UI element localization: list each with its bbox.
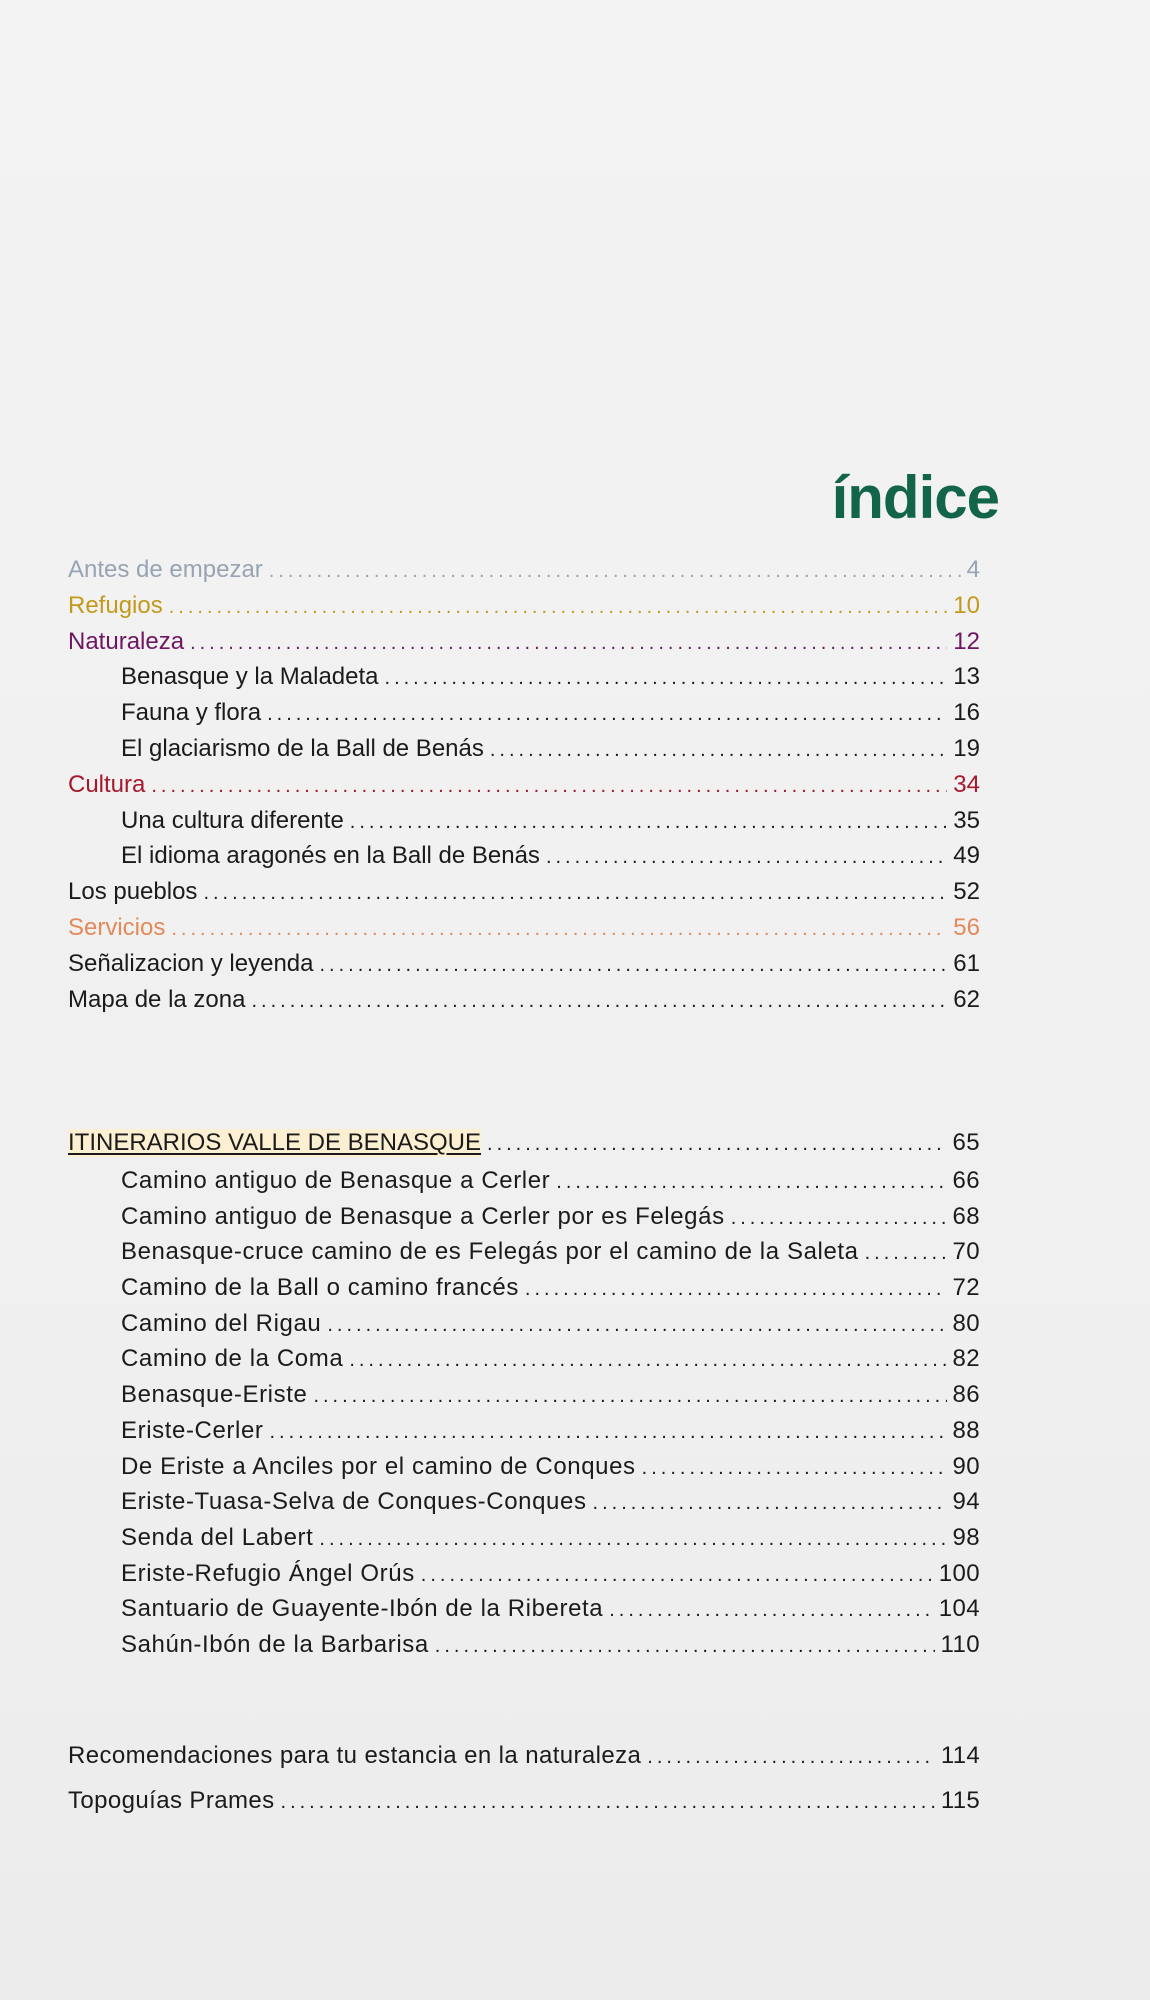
leader-dots xyxy=(865,1242,947,1265)
toc-entry-page: 66 xyxy=(952,1167,980,1194)
toc-entry-page: 82 xyxy=(952,1345,980,1373)
leader-dots xyxy=(169,596,948,619)
toc-entry-label: Benasque y la Maladeta xyxy=(121,663,379,691)
toc-entry-label: Refugios xyxy=(68,591,163,619)
toc-entry-page: 98 xyxy=(952,1523,980,1551)
leader-dots xyxy=(642,1457,947,1480)
toc-itinerario[interactable] xyxy=(68,1203,980,1239)
toc-entry-label: Camino antiguo de Benasque a Cerler xyxy=(121,1167,551,1194)
leader-dots xyxy=(350,811,948,834)
toc-entry-label: Camino antiguo de Benasque a Cerler por es Felegás xyxy=(121,1202,725,1230)
toc-entry-label: Eriste-Cerler xyxy=(121,1416,264,1444)
toc-entry-page: 68 xyxy=(952,1202,980,1230)
toc-itinerarios-heading[interactable] xyxy=(68,1129,980,1167)
toc-itinerario[interactable] xyxy=(68,1453,980,1489)
toc-entry-page: 70 xyxy=(952,1238,980,1266)
leader-dots xyxy=(487,1133,946,1156)
toc-entry-page: 34 xyxy=(953,770,980,798)
toc-itinerario[interactable] xyxy=(68,1595,980,1631)
toc-entry-label: Los pueblos xyxy=(68,878,198,906)
leader-dots xyxy=(385,667,948,690)
toc-itinerario[interactable] xyxy=(68,1274,980,1310)
leader-dots xyxy=(151,775,947,798)
toc-entry-page: 52 xyxy=(953,878,980,906)
toc-entry-label: Señalizacion y leyenda xyxy=(68,949,314,977)
leader-dots xyxy=(203,882,947,905)
toc-entry-label: Cultura xyxy=(68,770,146,798)
toc-entry-label: Sahún-Ibón de la Barbarisa xyxy=(121,1630,429,1658)
toc-entry-page: 35 xyxy=(953,806,980,834)
leader-dots xyxy=(647,1746,935,1769)
toc-entry-label: Benasque-cruce camino de es Felegás por el camino de la Saleta xyxy=(121,1238,859,1266)
toc-itinerario[interactable] xyxy=(68,1238,980,1274)
toc-entry-page: 72 xyxy=(952,1274,980,1302)
toc-entry-page: 100 xyxy=(938,1559,980,1587)
leader-dots xyxy=(435,1635,935,1658)
page-title: índice xyxy=(831,464,999,531)
leader-dots xyxy=(281,1791,935,1814)
toc-entry-los-pueblos[interactable] xyxy=(68,878,980,914)
toc-entry-label: De Eriste a Anciles por el camino de Conques xyxy=(121,1452,636,1480)
toc-entry-page: 80 xyxy=(952,1309,980,1337)
toc-entry-cultura-diferente[interactable] xyxy=(68,807,980,843)
leader-dots xyxy=(269,560,961,583)
toc-sections xyxy=(68,556,980,1021)
toc-entry-antes-de-empezar[interactable] xyxy=(68,556,980,592)
toc-entry-page: 19 xyxy=(953,734,980,762)
leader-dots xyxy=(556,1171,946,1194)
leader-dots xyxy=(593,1492,947,1515)
toc-itinerario[interactable] xyxy=(68,1381,980,1417)
leader-dots xyxy=(609,1599,933,1622)
toc-entry-page: 114 xyxy=(940,1742,980,1769)
leader-dots xyxy=(313,1385,946,1408)
toc-entry-page: 94 xyxy=(952,1488,980,1516)
toc-entry-page: 49 xyxy=(953,842,980,870)
leader-dots xyxy=(171,918,947,941)
toc-entry-page: 4 xyxy=(966,556,980,583)
toc-entry-label: Recomendaciones para tu estancia en la naturaleza xyxy=(68,1742,642,1769)
toc-entry-label: El idioma aragonés en la Ball de Benás xyxy=(121,842,540,870)
toc-itinerario[interactable] xyxy=(68,1560,980,1596)
toc-entry-page: 12 xyxy=(953,627,980,655)
toc-entry-page: 88 xyxy=(952,1416,980,1444)
leader-dots xyxy=(319,1528,946,1551)
toc-entry-label: Eriste-Refugio Ángel Orús xyxy=(121,1559,415,1587)
toc-entry-recomendaciones[interactable] xyxy=(68,1742,980,1787)
toc-entry-label: Santuario de Guayente-Ibón de la Ribereta xyxy=(121,1595,604,1623)
toc-entry-label: El glaciarismo de la Ball de Benás xyxy=(121,734,484,762)
toc-entry-page: 16 xyxy=(953,699,980,727)
toc-itinerario[interactable] xyxy=(68,1310,980,1346)
toc-entry-page: 13 xyxy=(953,663,980,691)
toc-entry-label: Camino de la Ball o camino francés xyxy=(121,1274,519,1302)
toc-entry-page: 65 xyxy=(952,1129,980,1156)
toc-entry-page: 86 xyxy=(952,1381,980,1409)
toc-entry-page: 115 xyxy=(940,1787,980,1814)
toc-entry-page: 110 xyxy=(940,1630,980,1658)
toc-entry-label: Servicios xyxy=(68,913,166,941)
toc-entry-fauna-flora[interactable] xyxy=(68,699,980,735)
toc-entry-page: 90 xyxy=(952,1452,980,1480)
toc-entry-naturaleza[interactable] xyxy=(68,628,980,664)
toc-entry-label: Benasque-Eriste xyxy=(121,1381,308,1409)
leader-dots xyxy=(190,632,947,655)
leader-dots xyxy=(421,1564,933,1587)
toc-entry-label: Eriste-Tuasa-Selva de Conques-Conques xyxy=(121,1488,587,1516)
leader-dots xyxy=(349,1349,946,1372)
leader-dots xyxy=(525,1278,947,1301)
leader-dots xyxy=(251,990,947,1013)
toc-entry-page: 104 xyxy=(938,1595,980,1623)
toc-entry-topoguias[interactable] xyxy=(68,1787,980,1832)
toc-itinerario[interactable] xyxy=(68,1167,980,1203)
toc-entry-benasque-maladeta[interactable] xyxy=(68,663,980,699)
toc-itinerario[interactable] xyxy=(68,1417,980,1453)
toc-entry-page: 10 xyxy=(953,591,980,619)
toc-entry-label: Senda del Labert xyxy=(121,1523,314,1551)
toc-entry-refugios[interactable] xyxy=(68,592,980,628)
toc-entry-label: Antes de empezar xyxy=(68,556,263,583)
toc-itinerario[interactable] xyxy=(68,1631,980,1667)
toc-entry-senalizacion[interactable] xyxy=(68,950,980,986)
leader-dots xyxy=(327,1314,946,1337)
toc-entry-label: ITINERARIOS VALLE DE BENASQUE xyxy=(68,1129,482,1156)
toc-entry-idioma-aragones[interactable] xyxy=(68,842,980,878)
leader-dots xyxy=(731,1207,947,1230)
toc-entry-label: Camino del Rigau xyxy=(121,1309,322,1337)
leader-dots xyxy=(267,703,947,726)
toc-entry-label: Camino de la Coma xyxy=(121,1345,344,1373)
toc-itinerario[interactable] xyxy=(68,1524,980,1560)
toc-entry-glaciarismo[interactable] xyxy=(68,735,980,771)
leader-dots xyxy=(320,954,948,977)
toc-entry-label: Mapa de la zona xyxy=(68,985,246,1013)
toc-entry-servicios[interactable] xyxy=(68,914,980,950)
toc-itinerario[interactable] xyxy=(68,1488,980,1524)
toc-entry-label: Una cultura diferente xyxy=(121,806,344,834)
toc-entry-page: 62 xyxy=(953,985,980,1013)
toc-extras xyxy=(68,1742,980,1832)
toc-entry-label: Fauna y flora xyxy=(121,699,262,727)
toc-itinerario[interactable] xyxy=(68,1345,980,1381)
leader-dots xyxy=(269,1421,946,1444)
toc-entry-cultura[interactable] xyxy=(68,771,980,807)
toc-entry-page: 56 xyxy=(953,913,980,941)
toc-entry-label: Naturaleza xyxy=(68,627,185,655)
toc-itinerarios xyxy=(68,1129,980,1667)
leader-dots xyxy=(490,739,947,762)
toc-entry-label: Topoguías Prames xyxy=(68,1787,275,1814)
toc-entry-page: 61 xyxy=(953,949,980,977)
toc-entry-mapa[interactable] xyxy=(68,986,980,1022)
leader-dots xyxy=(546,846,947,869)
